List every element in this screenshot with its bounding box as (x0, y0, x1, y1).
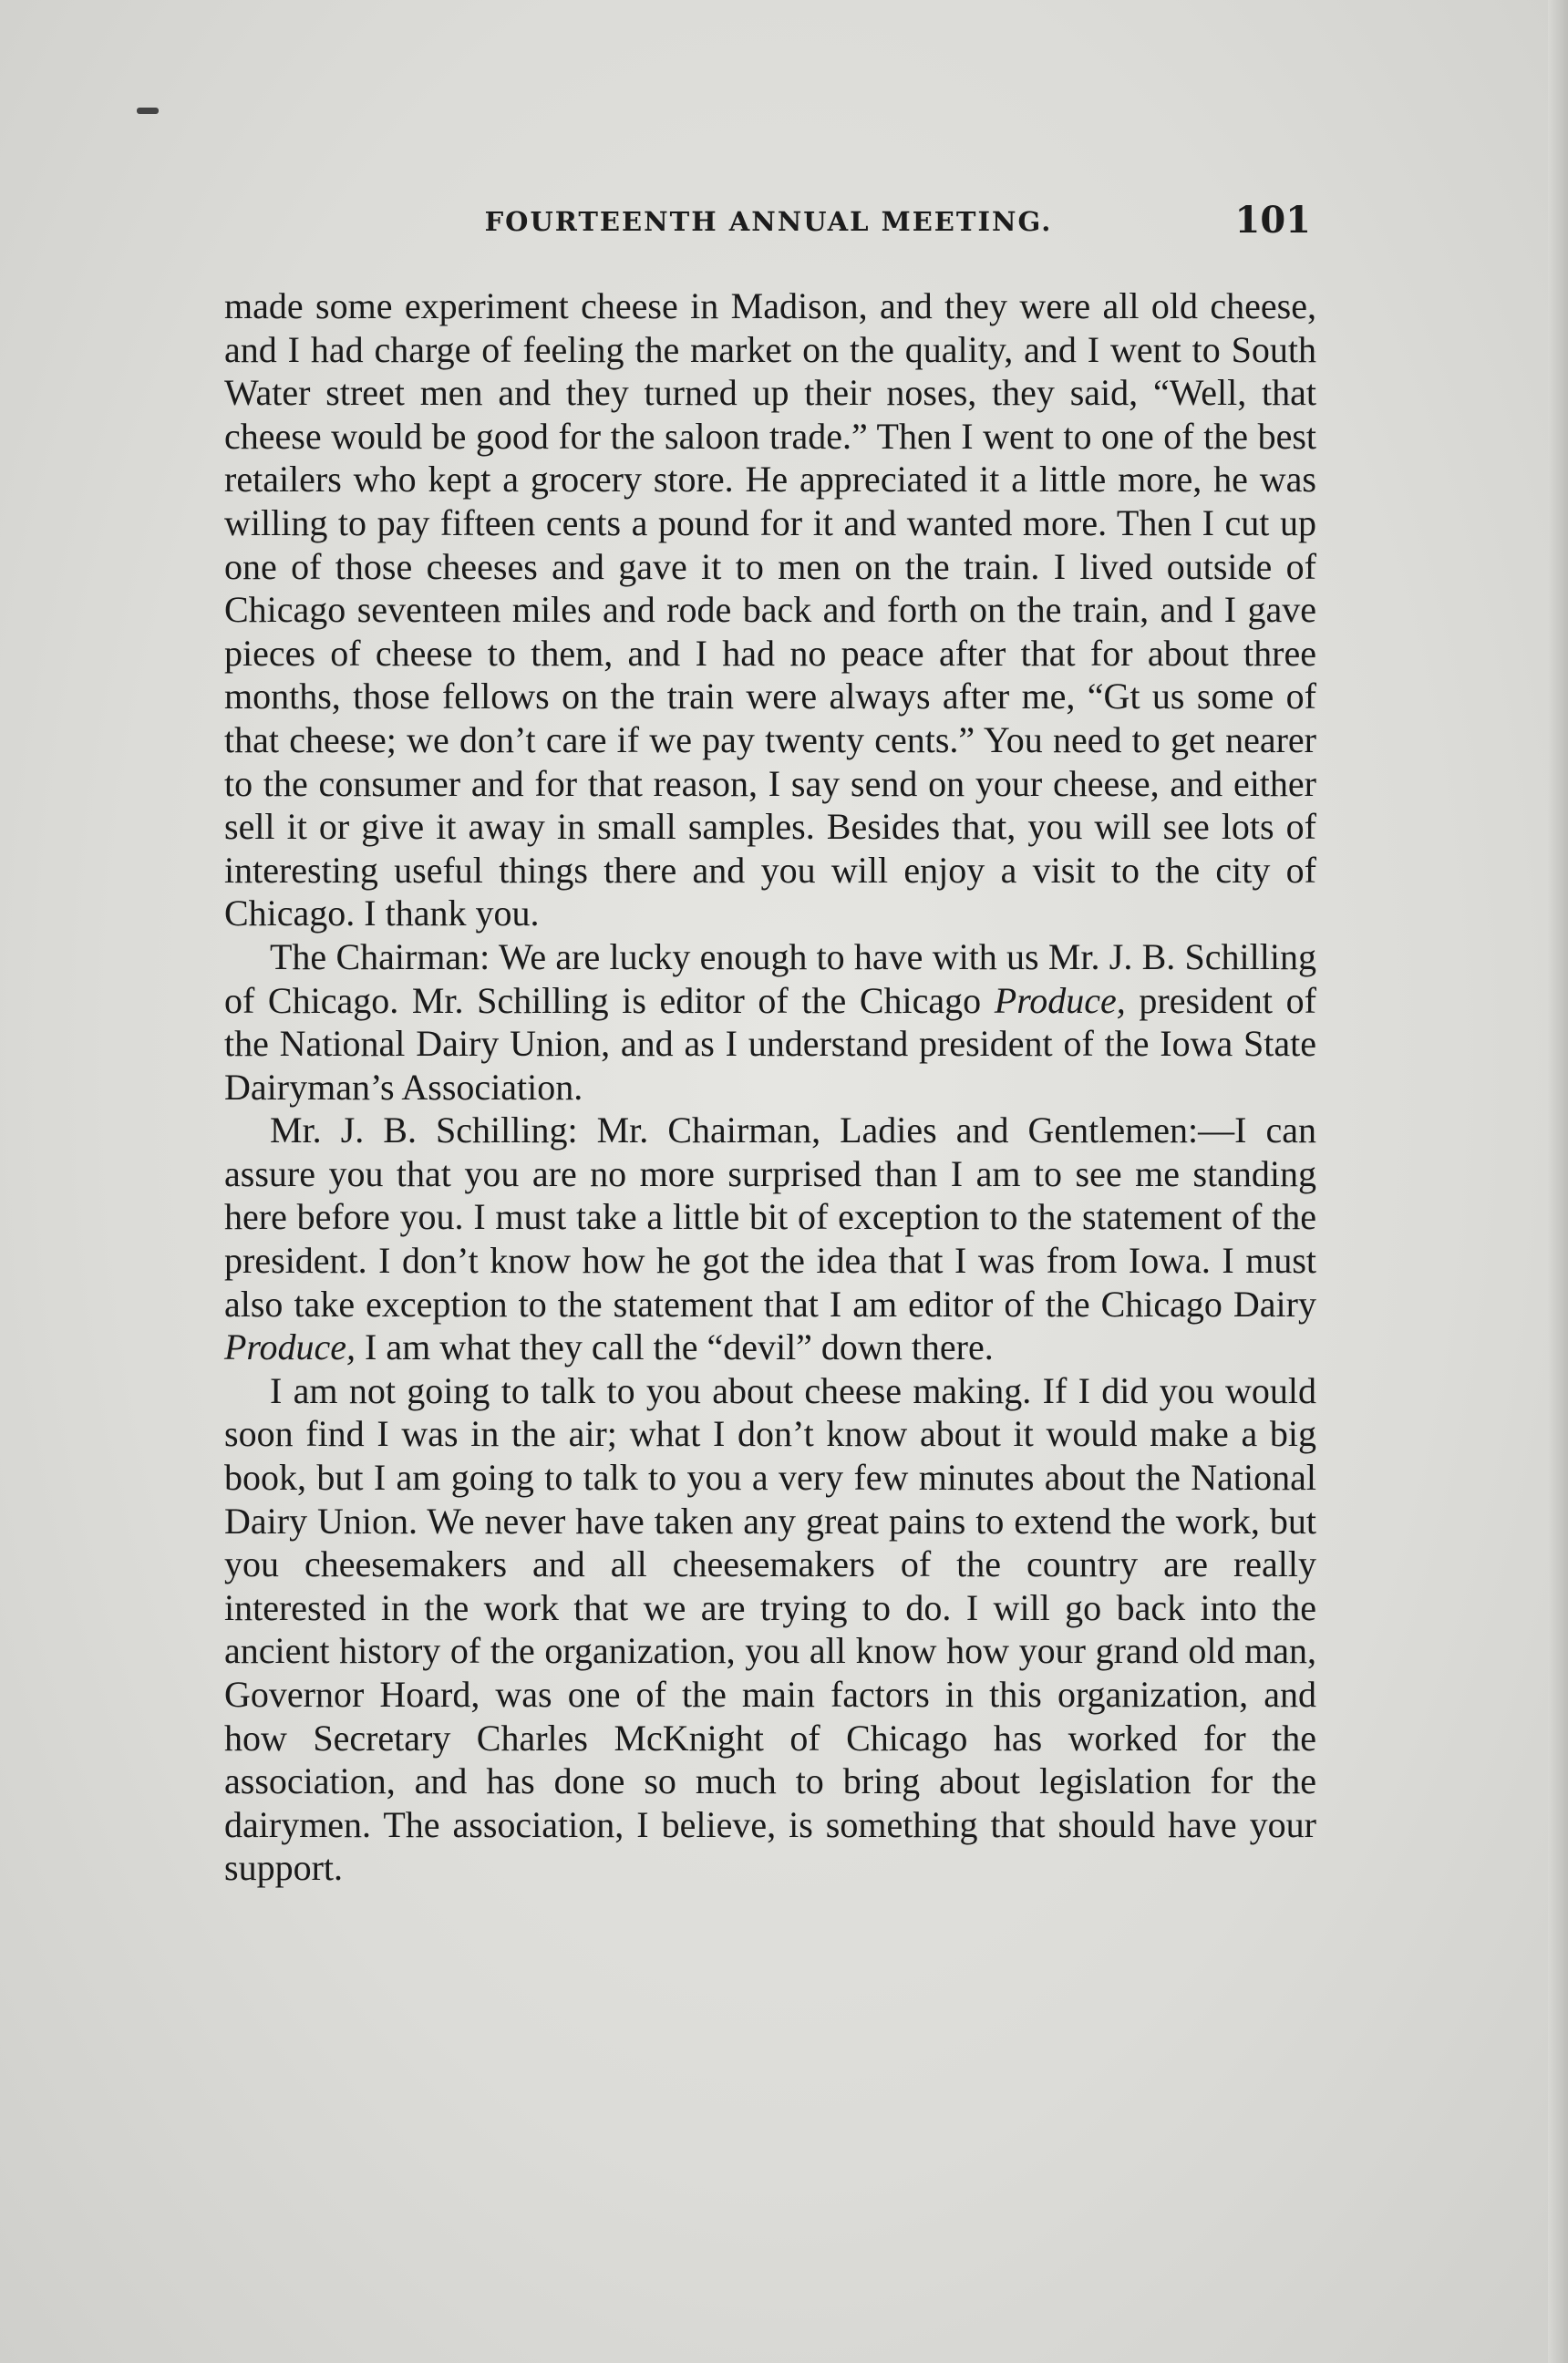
paragraph-text: Mr. J. B. Schilling: Mr. Chairman, Ladies and Gentlemen:—I can assure you that you are no more surprised than I am to see me standing here before you. I must take a little bit of exception to the statement of the president. I don’t know how he got the idea that I was from Iowa. I must also take exception to the statement that I am editor of the Chicago Dairy (224, 1109, 1316, 1325)
running-head-title: FOURTEENTH ANNUAL MEETING. (484, 206, 1053, 237)
page-number: 101 (1234, 199, 1311, 242)
paragraph-text: made some experiment cheese in Madison, and they were all old cheese, and I had charge of feeling the market on the quality, and I went to South Water street men and they turned up their noses, they said, “Well, that cheese would be good for the saloon trade.” Then I went to one of the best retailers who kept a grocery store. He appreciated it a little more, he was willing to pay fifteen cents a pound for it and wanted more. Then I cut up one of those cheeses and gave it to men on the train. I lived outside of Chicago seventeen miles and rode back and forth on the train, and I gave pieces of cheese to them, and I had no peace after that for about three months, those fellows on the train were always after me, “Gt us some of that cheese; we don’t care if we pay twenty cents.” You need to get nearer to the consumer and for that reason, I say send on your cheese, and either sell it or give it away in small samples. Besides that, you will see lots of interesting useful things there and you will enjoy a visit to the city of Chicago. I thank you. (224, 285, 1316, 934)
paragraph-text: I am what they call the “devil” down there. (356, 1326, 994, 1368)
paragraph-chairman (224, 935, 1316, 1109)
paragraph-text: The Chairman: We are lucky enough to have with us Mr. J. B. Schilling of Chicago. Mr. Schilling is editor of the Chicago (224, 935, 1316, 1021)
paragraph-continuation (224, 284, 1316, 935)
italic-publication-title: Produce, (224, 1326, 356, 1368)
paragraph-schilling (224, 1109, 1316, 1369)
paragraph-dairy-union (224, 1369, 1316, 1890)
page-edge-shadow (1548, 0, 1568, 2363)
paragraph-text: I am not going to talk to you about cheese making. If I did you would soon find I was in the air; what I don’t know about it would make a big book, but I am going to talk to you a very few minutes about the National Dairy Union. We never have taken any great pains to extend the work, but you cheesemakers and all cheesemakers of the country are really interested in the work that we are trying to do. I will go back into the ancient history of the organization, you all know how your grand old man, Governor Hoard, was one of the main factors in this organization, and how Secretary Charles McKnight of Chicago has worked for the association, and has done so much to bring about legislation for the dairymen. The association, I believe, is something that should have your support. (224, 1369, 1316, 1889)
running-head (226, 193, 1311, 257)
paragraph-text: president of the National Dairy Union, and as I understand president of the Iowa State Dairyman’s Association. (224, 979, 1316, 1108)
ink-mark (137, 108, 159, 114)
body-text (224, 284, 1316, 1890)
italic-publication-title: Produce, (994, 979, 1126, 1021)
